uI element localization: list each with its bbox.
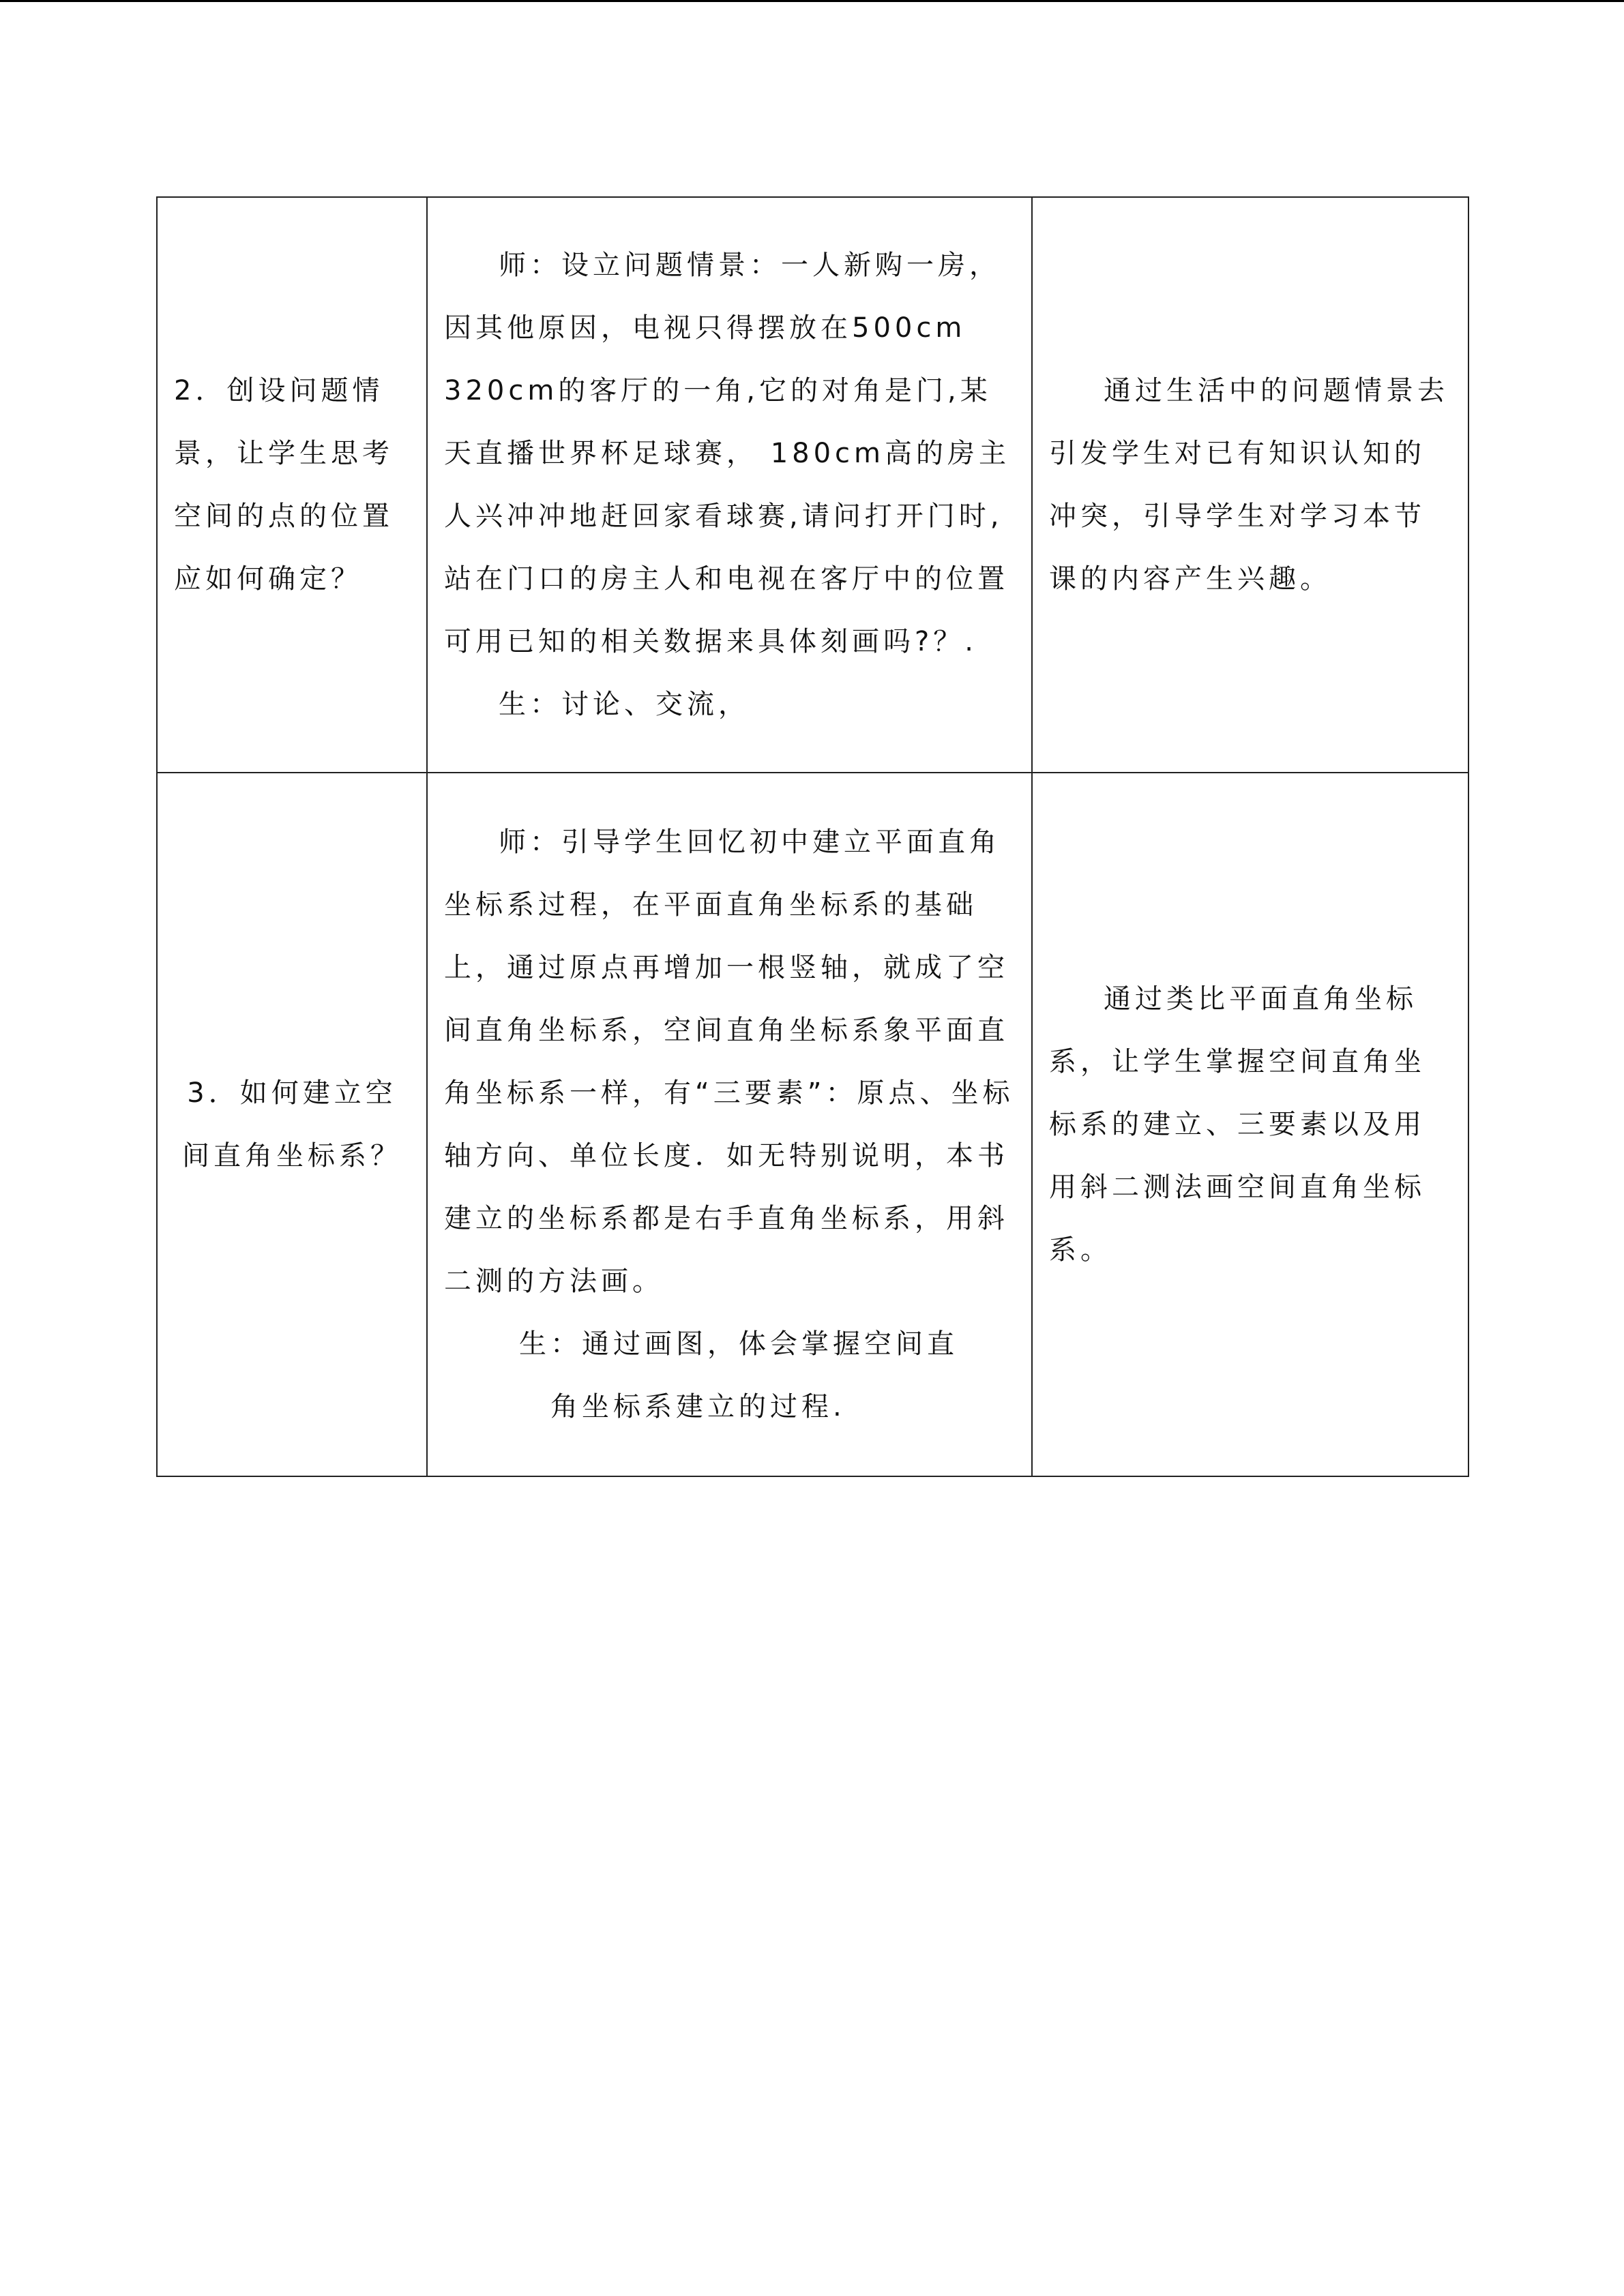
lesson-plan-table xyxy=(156,196,1469,1477)
student-text-line-2: 角坐标系建立的过程. xyxy=(550,1391,846,1422)
table-row xyxy=(157,197,1468,773)
table-row xyxy=(157,773,1468,1476)
activity-cell xyxy=(427,197,1032,773)
student-text: 生：讨论、交流， xyxy=(499,689,750,720)
page-top-border xyxy=(0,0,1624,2)
purpose-text: 通过类比平面直角坐标系，让学生掌握空间直角坐标系的建立、三要素以及用用斜二测法画空间直角坐标系。 xyxy=(1049,983,1426,1266)
step-cell xyxy=(157,197,427,773)
step-cell xyxy=(157,773,427,1476)
teacher-text: 师：设立问题情景：一人新购一房，因其他原因，电视只得摆放在500cm 320cm的客厅的一角,它的对角是门,某天直播世界杯足球赛， 180cm高的房主人兴冲冲地赶回家看球赛,请问打开门时,站在门口的房主人和电视在客厅中的位置可用已知的相关数据来具体刻画吗?？. xyxy=(444,250,1011,657)
purpose-cell xyxy=(1032,197,1468,773)
activity-cell xyxy=(427,773,1032,1476)
step-title: 2．创设问题情景，让学生思考空间的点的位置应如何确定？ xyxy=(174,375,394,595)
purpose-cell xyxy=(1032,773,1468,1476)
purpose-text: 通过生活中的问题情景去引发学生对已有知识认知的冲突，引导学生对学习本节课的内容产生兴趣。 xyxy=(1049,375,1449,595)
student-text xyxy=(444,1313,1015,1438)
step-title: 3．如何建立空间直角坐标系？ xyxy=(182,1077,402,1172)
teacher-text: 师：引导学生回忆初中建立平面直角坐标系过程，在平面直角坐标系的基础上，通过原点再增加一根竖轴，就成了空间直角坐标系，空间直角坐标系象平面直角坐标系一样，有“三要素”：原点、坐标轴方向、单位长度．如无特别说明，本书建立的坐标系都是右手直角坐标系，用斜二测的方法画。 xyxy=(444,826,1014,1297)
student-text-line-1: 生：通过画图，体会掌握空间直 xyxy=(519,1328,958,1360)
